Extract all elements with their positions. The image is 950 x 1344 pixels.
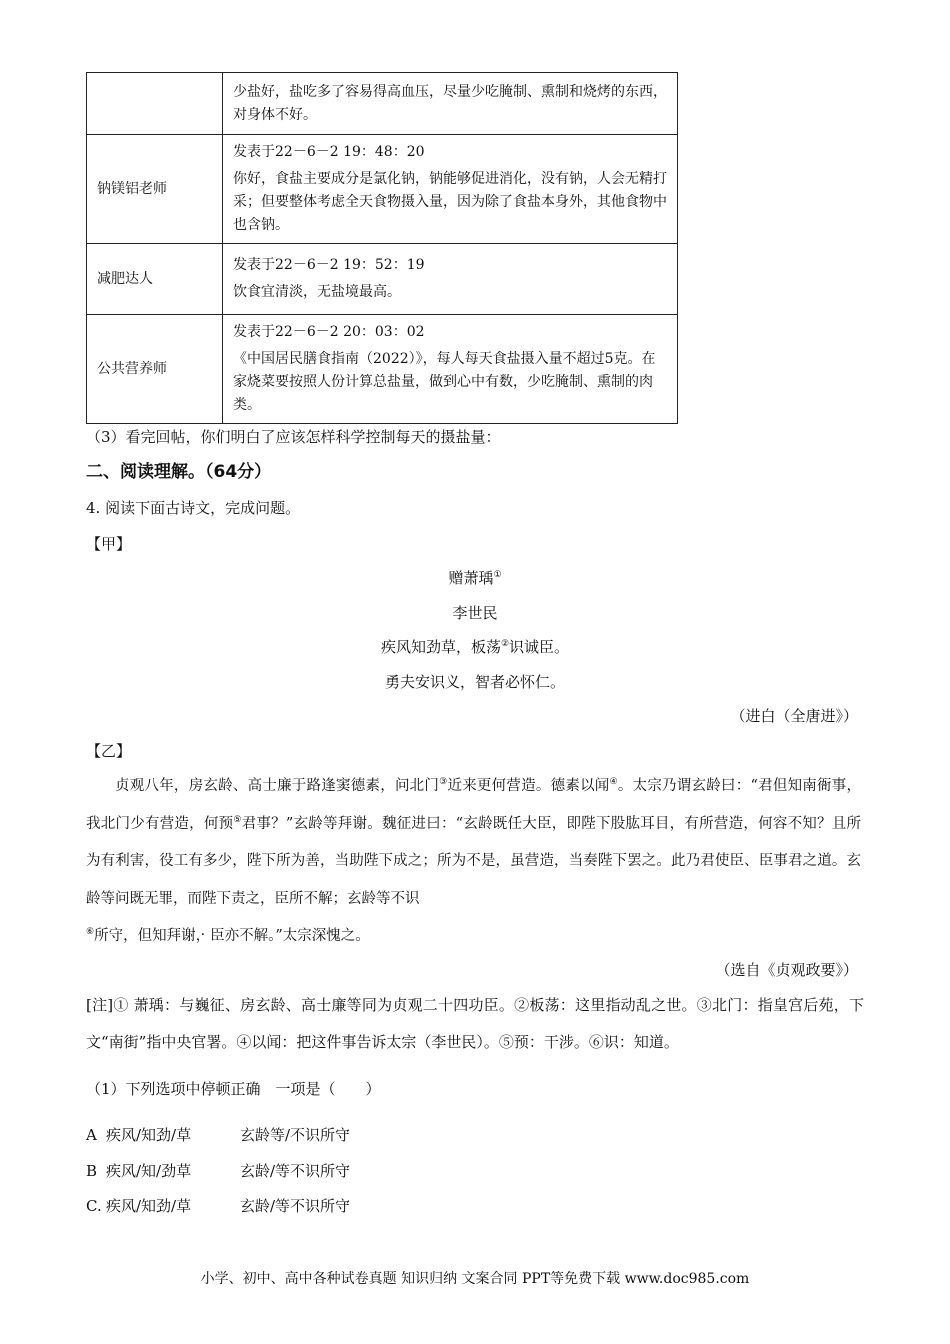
- poem-line-1: 疾风知劲草，板荡②识诚臣。: [380, 638, 570, 656]
- emphasis-char: · 谢: [181, 928, 196, 944]
- prose-passage: 贞观八年，房玄龄、高士廉于路· 逢窦德素，问北门③近来更何营造。德素以闻④。太宗乃谓玄龄曰：“君但知南衙事，我北门少有营造，何预⑤君事？”玄龄等拜谢。魏征进曰：“玄龄既· 任大臣，即陛下股肱耳目，有所营造，何容不知？且所为有利害，役工有多少，陛下所为善，当助陛下成之；所为不是，虽营造，当奏陛下罢之。此乃君使臣、臣事君之道。玄龄等问既无罪，而陛下责 ·之，臣所不解；玄龄等不识 ⑥所守，但知拜· 谢，臣亦不解。”太宗深愧之。: [86, 768, 861, 956]
- reply-text: 你好，食盐主要成分是氯化钠，钠能够促进消化，没有钠，人会无精打采；但要整体考虑全天食物摄入量，因为除了食盐本身外，其他食物中也含钠。: [233, 171, 667, 233]
- poem-title: 赠萧瑀①: [448, 569, 502, 587]
- poem-source: （进白（全唐进》）: [730, 707, 858, 725]
- table-row: [87, 315, 678, 424]
- option-c[interactable]: C. 疾风/知劲/草 玄龄/等不识所守: [86, 1197, 351, 1215]
- table-row: [87, 73, 678, 135]
- table-row: [87, 135, 678, 244]
- poem-line-2: 勇夫安识义，智者必怀仁。: [384, 673, 565, 691]
- question-4-prompt: 4. 阅读下面古诗文，完成问题。: [86, 499, 301, 517]
- reply-user: [87, 73, 223, 135]
- forum-reply-table: [86, 72, 678, 424]
- reply-timestamp: 发表于22－6－2 19：52：19: [233, 257, 425, 273]
- reply-timestamp: 发表于22－6－2 20：03：02: [233, 324, 425, 340]
- reply-text: 《中国居民膳食指南（2022）》，每人每天食盐摄入量不超过5克。在家烧菜要按照人份计算总盐量，做到心中有数，少吃腌制、熏制的肉类。: [233, 351, 656, 413]
- question-3-prompt: （3）看完回帖，你们明白了应该怎样科学控制每天的摄盐量：: [86, 428, 501, 446]
- annotations: [注]① 萧瑀：与巍征、房玄龄、高士廉等同为贞观二十四功臣。②板荡：这里指动乱之世。③北门：指皇宫后苑，下文“南街”指中央官署。④以闻：把这件事告诉太宗（李世民）。⑤预：干涉。⑥识：知道。: [86, 996, 864, 1051]
- reply-timestamp: 发表于22－6－2 19：48：20: [233, 144, 425, 160]
- question-1-prompt: （1）下列选项中停顿正确 一项是（ ）: [86, 1080, 381, 1098]
- label-yi: 【乙】: [86, 742, 132, 760]
- emphasis-char: · 任: [508, 816, 523, 832]
- reply-text: 饮食宜清淡，无盐境最高。: [233, 284, 401, 300]
- footnote-marker: ①: [493, 570, 502, 580]
- footnote-marker: ②: [500, 639, 510, 649]
- table-row: [87, 244, 678, 315]
- reply-user: 公共营养师: [87, 315, 223, 424]
- footnote-marker: ③: [439, 777, 448, 788]
- footnote-marker: ⑤: [233, 814, 242, 825]
- reply-user: 钠镁铝老师: [87, 135, 223, 244]
- section-title: 二、阅读理解。（64分）: [86, 462, 272, 482]
- poem-author: 李世民: [452, 604, 498, 622]
- reply-user: 减肥达人: [87, 244, 223, 315]
- emphasis-char: · 逢: [321, 778, 336, 794]
- prose-source: （选自《贞观政要》）: [715, 961, 858, 979]
- page-footer[interactable]: 小学、初中、高中各种试卷真题 知识归纳 文案合同 PPT等免费下载 www.doc985.com: [200, 1271, 750, 1287]
- emphasis-char: 责 ·: [231, 891, 246, 907]
- reply-text: 少盐好，盐吃多了容易得高血压，尽量少吃腌制、熏制和烧烤的东西，对身体不好。: [233, 83, 667, 123]
- footnote-marker: ④: [609, 777, 618, 788]
- label-jia: 【甲】: [86, 535, 132, 553]
- option-b[interactable]: B 疾风/知/劲草 玄龄/等不识所守: [86, 1162, 351, 1180]
- option-a[interactable]: A 疾风/知劲/草 玄龄等/不识所守: [86, 1126, 351, 1144]
- footnote-marker: ⑥: [86, 927, 95, 938]
